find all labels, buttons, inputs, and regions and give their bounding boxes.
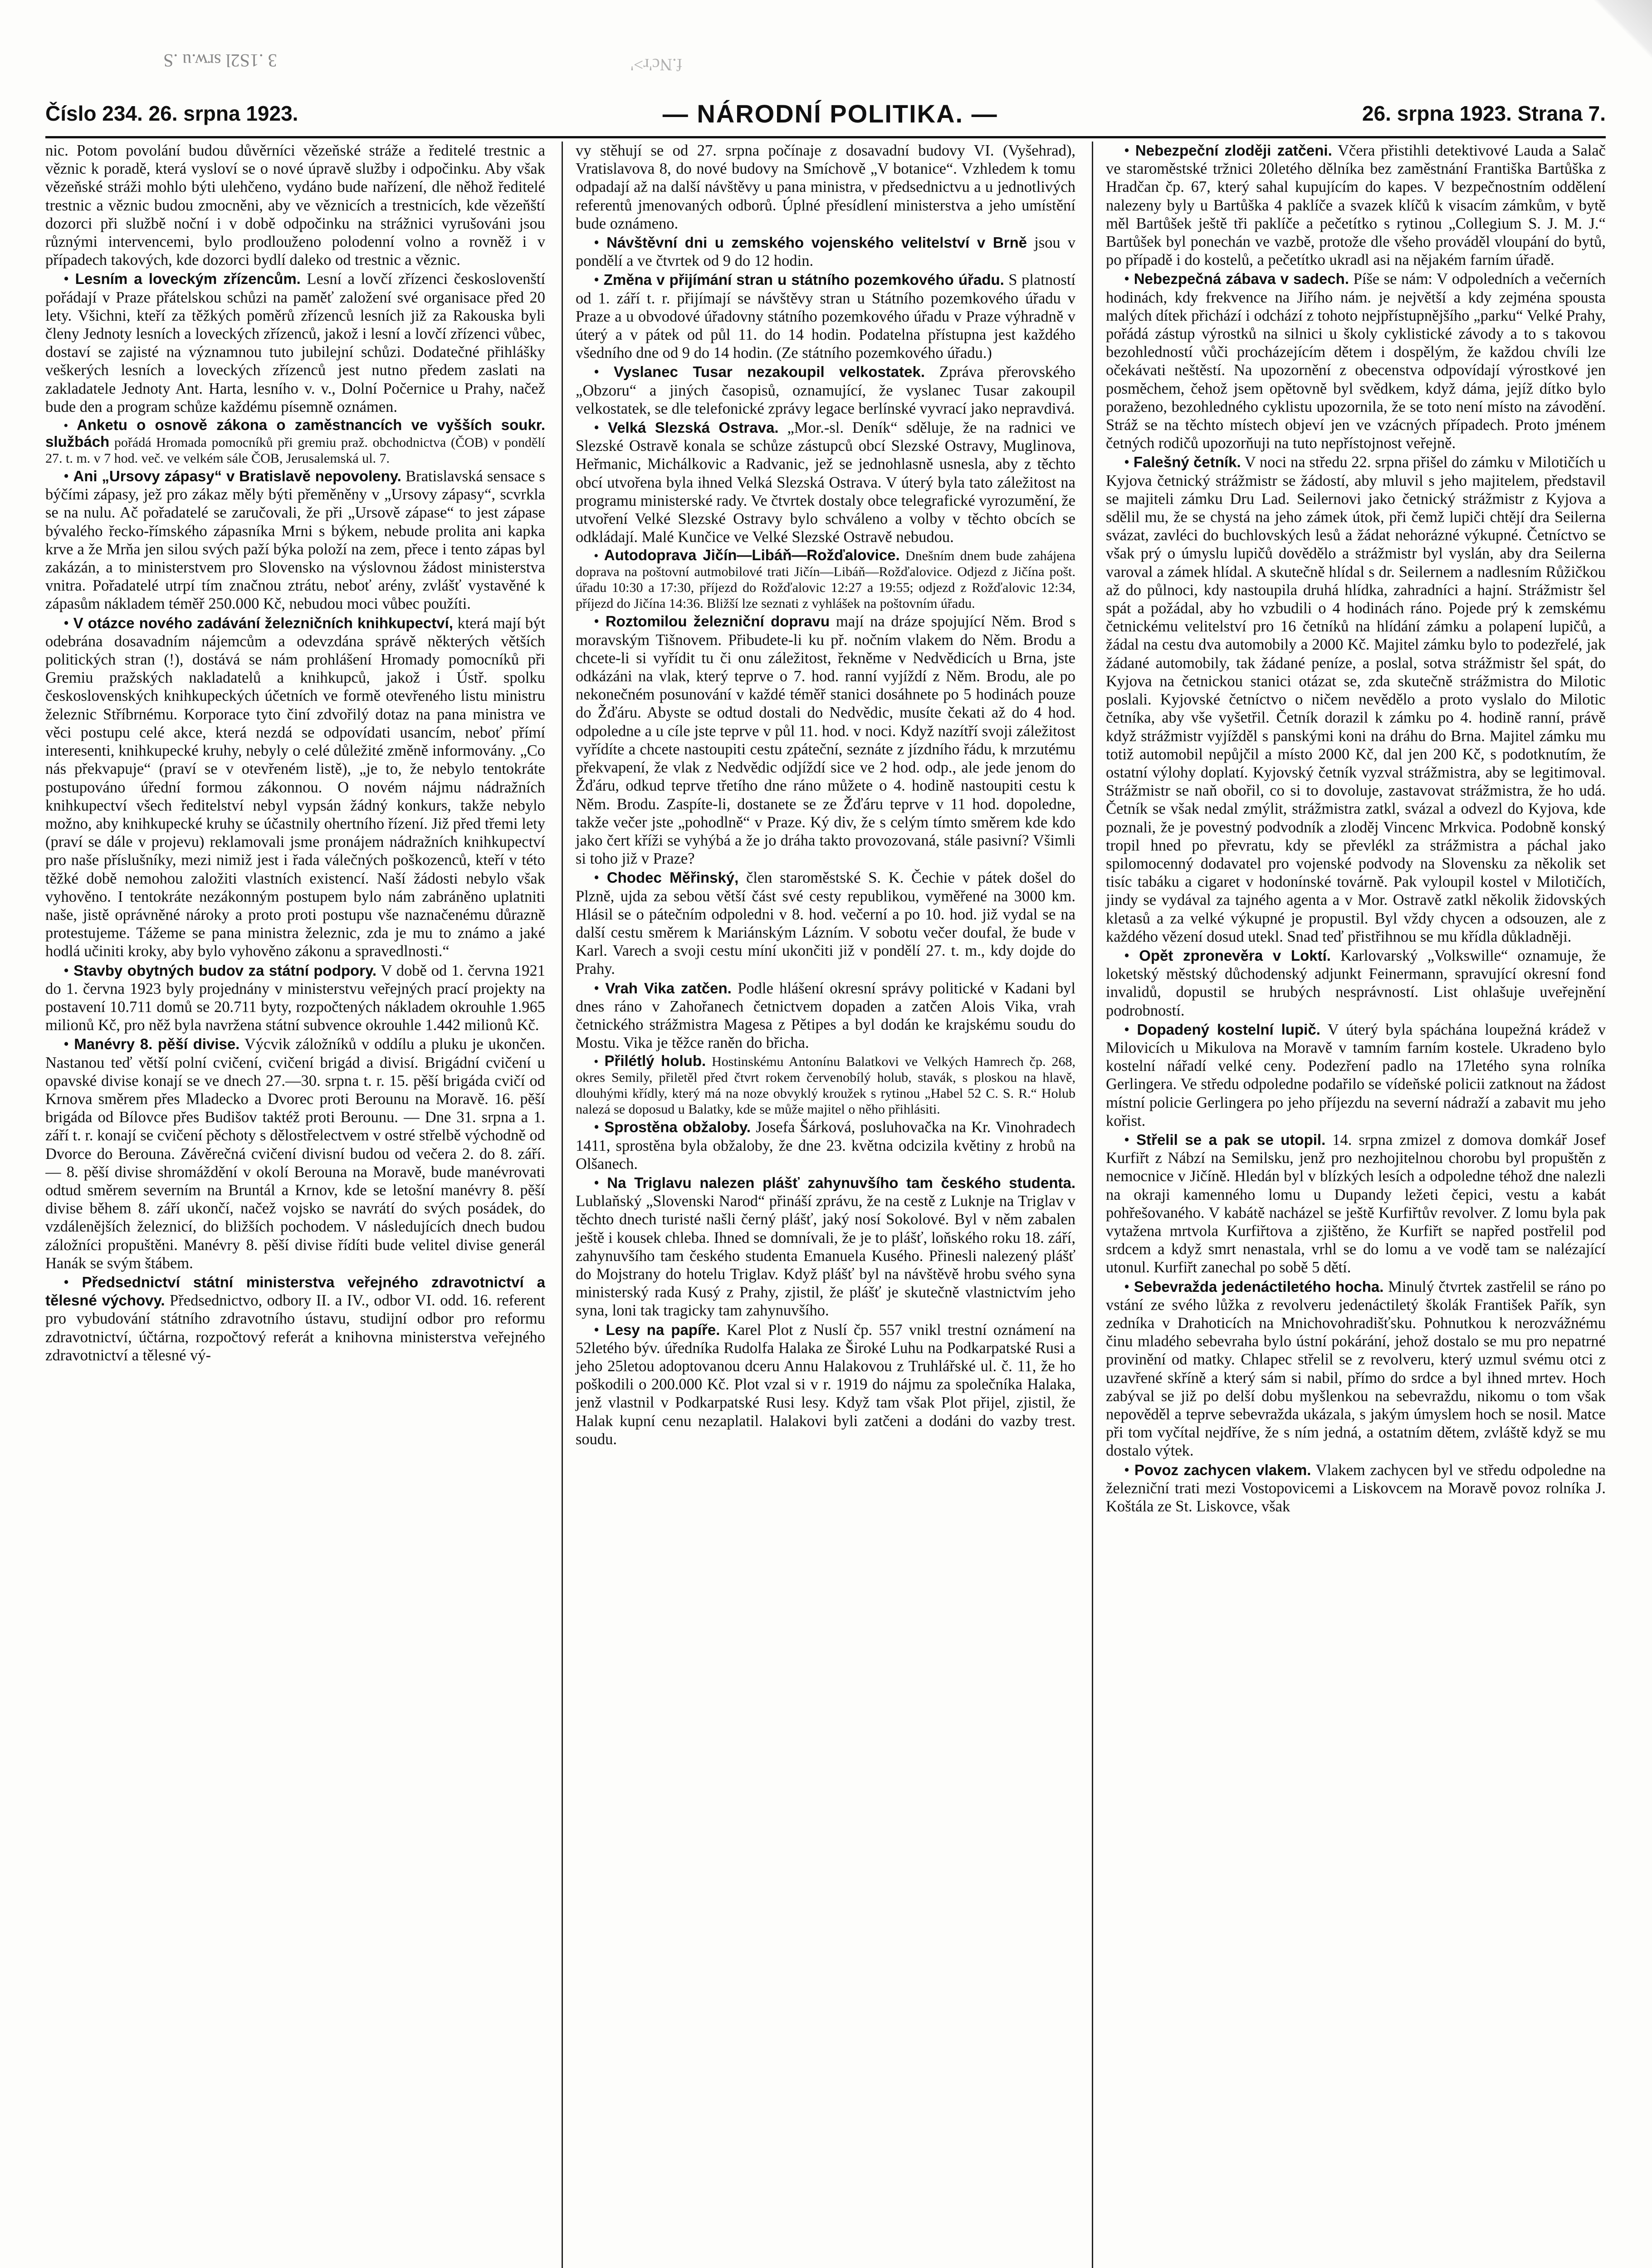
bullet-mark: • [594, 1119, 605, 1136]
article [45, 467, 545, 613]
bullet-mark: • [1124, 947, 1139, 964]
article-headline: Stavby obytných budov za státní podpory. [73, 962, 377, 979]
header-rule [45, 136, 1606, 138]
article-headline: Povoz zachycen vlakem. [1134, 1461, 1311, 1478]
article-body: V době od 1. června 1921 do 1. června 1923 byly projednány v ministerstvu veřejných prací projekty na postavení 10.711 domů se 20.711 byty, rozpočtených nákladem okrouhle 1.965 milionů Kč, pro něž byla navržena státní subvence okrouhle 1.442 milionů Kč. [45, 962, 545, 1034]
column-3 [1092, 142, 1606, 2268]
article [1106, 1021, 1606, 1130]
article-body: mají na dráze spojující Něm. Brod s moravským Tišnovem. Přibudete-li ku př. nočním vlakem do Něm. Brodu a chcete-li si vyřídit tu či onu záležitost, řekněme v Nedvědicích u Brna, jste odkázáni na vlak, který teprve o 7. hod. ranní vyjíždí z Něm. Brodu, ale po nekonečném posunování v každé téměř stanici dosáhnete po 5 hodinách pouze do Žďáru. Abyste se odtud dostali do Nedvědic, musíte čekati až do 4 hod. odpoledne a u cíle jste teprve v půl 11. hod. v noci. Když nazítří svoji záležitost vyřídíte a chcete nastoupiti cestu zpáteční, seznáte z jízdního řádu, k mrzutému překvapení, že vlak z Nedvědic odjíždí sice ve 2 hod. odp., ale jede jenom do Žďáru, odkud teprve třetího dne ráno můžete o 4. hodině nastoupiti cestu k Něm. Brodu. Zaspíte-li, dostanete se ze Žďáru teprve v 11 hod. dopoledne, takže večer jste „pohodlně“ v Praze. Ký div, že s celým tímto směrem kde kdo jako čert kříži se vyhýbá a že jo dráha takto provozovaná, stále pasivní? Všimli si toho již v Praze? [576, 613, 1075, 868]
article-body: Karlovarský „Volkswille“ oznamuje, že loketský městský důchodenský adjunkt Feinermann, spravující okresní fond invalidů, dopustil se hrubých nesprávností. List ohlašuje uveřejnění podrobností. [1106, 947, 1606, 1019]
article-body: Karel Plot z Nuslí čp. 557 vnikl trestní oznámení na 52letého býv. úředníka Rudolfa Halaka ze Široké Luhu na Podkarpatské Rusi a jeho 25letou adoptovanou dceru Annu Halakovou z Truhlářské ul. č. 11, že ho poškodili o 200.000 Kč. Plot vzal si v r. 1919 do nájmu za společníka Halaka, jenž vlastnil v Podkarpatské Rusi lesy. Když tam však Plot přijel, zjistil, že Halak kupní cenu nezaplatil. Halakovi byli zatčeni a dodáni do vazby trest. soudu. [576, 1321, 1075, 1448]
article-headline: Velká Slezská Ostrava. [608, 419, 779, 436]
article [576, 1321, 1075, 1448]
bullet-mark: • [64, 270, 75, 288]
article-body: nic. Potom povolání budou důvěrníci vězeňské stráže a ředitelé trestnic a věznic k poradě, která vysloví se o nové úpravě služby i odpočinku. Aby však vězeňské stráži mohlo býti ulehčeno, vydáno bude nařízení, dle něhož ředitelé trestnic a věznic budou zmocněni, aby ve věznicích a trestnicích, kde vězeňští dozorci při službě noční i v době odpočinku na strážnici vyrušováni jsou různými intervencemi, bylo prodlouženo polodenní volno a rovněž i v případech takových, kde dozorci bydlí daleko od trestnic a věznic. [45, 142, 545, 269]
article [45, 1273, 545, 1364]
article [45, 417, 545, 466]
article-headline: Na Triglavu nalezen plášť zahynuvšího tam českého studenta. [607, 1174, 1075, 1191]
article-headline: Sprostěna obžaloby. [604, 1119, 751, 1136]
article [576, 1118, 1075, 1173]
page-header [45, 93, 1606, 134]
article-body: Zpráva přerovského „Obzoru“ a jiných časopisů, oznamující, že vyslanec Tusar zakoupil velkostatek, se dle telefonické zprávy legace berlínské vyvrací jako nepravdivá. [576, 363, 1075, 417]
article-headline: Změna v přijímání stran u státního pozemkového úřadu. [603, 271, 1004, 288]
article [1106, 1461, 1606, 1516]
article [45, 142, 545, 269]
article-headline: Přilétlý holub. [604, 1052, 706, 1070]
article-headline: Lesním a loveckým zřízencům. [75, 270, 301, 288]
date-page: 26. srpna 1923. Strana 7. [1362, 102, 1606, 125]
article-body: Předsednictvo, odbory II. a IV., odbor VI. odd. 16. referent pro vybudování státního zdravotního ústavu, studijní odbor pro reformu zdravotnictví, účtárna, rozpočtový referát a knihovna ministerstva veřejného zdravotnictví a tělesné vý- [45, 1292, 545, 1364]
bullet-mark: • [64, 418, 77, 434]
article-body: Hostinskému Antonínu Balatkovi ve Velkých Hamrech čp. 268, okres Semily, přiletěl před čtvrt rokem červenobílý holub, stavák, s ploskou na hlavě, dlouhými křídly, který má na noze obvyklý kroužek s rytinou „Habel 52 C. S. R.“ Holub nalezá se doposud u Balatky, kde se může majitel o něho přihlásiti. [576, 1054, 1075, 1117]
article [576, 1174, 1075, 1320]
article [45, 1035, 545, 1272]
article-headline: V otázce nového zadávání železničních knihkupectví, [73, 614, 453, 631]
article-body: V noci na středu 22. srpna přišel do zámku v Milotičích u Kyjova četnický strážmistr se žádostí, aby mluvil s jeho majitelem, představil se majiteli zámku Dru Lad. Seilernovi jako četnický strážmistr z Kyjova a sdělil mu, že se chystá na jeho zámek útok, při čemž lupiči chtějí dra Seilerna svázat, zavléci do buchlovských lesů a žádat nehorázné výkupné. Četníctvo se však prý o úmyslu lupičů dovědělo a strážmistr byl vyslán, aby dra Seilerna varoval a zámek hlídal. A skutečně hlídal s dr. Seilernem a nadlesním Růžičkou až do půlnoci, kdy nastoupila druhá hlídka, zahradníci a hajní. Strážmistr šel spát a požádal, aby ho vzbudili o 4 hodinách ráno. Pojede prý k zemskému četnickému velitelství pro 16 četníků na hlídání zámku a polapení lupičů, a žádal na cestu dva automobily a 2000 Kč. Majitel zámku bylo to podezřelé, jak žádané automobily, tak žádané peníze, a poslal, sotva strážmistr šel spát, do Kyjova na četnickou stanici otázat se, zda skutečně strážmistra do Milotic poslali. Kyjovské četníctvo o ničem nevědělo a proto vyslalo do Milotic četníka, aby vše vyšetřil. Četník dorazil k zámku po 4. hodině ranní, právě když strážmistr vyjížděl s panskými koni na dráhu do Brna. Majitel zámku mu totiž automobil nepůjčil a místo 2000 Kč, dal jen 200 Kč, s podotknutím, že ostatní výlohy doplatí. Kyjovský četník vyzval strážmistra, aby se legitimoval. Strážmistr se naň obořil, co si to dovoluje, zastavovat strážmistra, že ho udá. Četník se však nedal zmýlit, strážmistra zatkl, svázal a odvezl do Kyjova, kde poznali, že je povestný podvodník a zloděj Vincenc Mrkvica. Podobně konský tropil hned po převratu, kdy se převlékl za strážmistra a páchal jako spilomocenný dodavatel pro vojenské podvody na Slovensku za několik set tisíc tabáku a cigaret v hodonínské továrně. Pak vyloupil kostel v Milotičích, jindy se vydával za tajného agenta a v Mor. Ostravě zatkl několik židovských kletasů a za velké výkupné je propustil. Byl vždy chycen a odsouzen, ale z každého vězení dosud utekl. Snad teď přistřihnou se mu křídla důkladněji. [1106, 454, 1606, 945]
article [576, 612, 1075, 868]
article-headline: Střelil se a pak se utopil. [1136, 1131, 1326, 1148]
article-body: Dnešním dnem bude zahájena doprava na poštovní autmobilové trati Jičín—Libáň—Rožďalovice. Odjezd z Jičína pošt. úřadu 10:30 a 17:30, příjezd do Rožďalovic 12:27 a 19:55; odjezd z Rožďalovic 12:34, příjezd do Jičína 14:36. Bližší lze seznati z vyhlášek na poštovním úřadu. [576, 548, 1075, 611]
article-body: jsou v pondělí a ve čtvrtek od 9 do 12 hodin. [576, 234, 1075, 270]
bullet-mark: • [594, 979, 606, 997]
article-headline: Roztomilou železniční dopravu [605, 613, 830, 630]
article-body: Lublaňský „Slovenski Narod“ přináší zprávu, že na cestě z Luknje na Triglav v těchto dnech turisté našli černý plášť, jaký nosí Sokolové. Byl v něm zabalen ještě i kousek chleba. Ihned se domnívali, že je to plášť, loňského roku 18. září, zahynuvšího tam českého studenta Emanuela Kusého. Přinesli nalezený plášť do Mojstrany do hotelu Triglav. Když plášť byl na návštěvě hrobu svého syna ministerský rada Kusý z Prahy, zjistil, že plášť je skutečně vlastnictvím jeho syna, loni tak tragicky tam zahynuvšího. [576, 1193, 1075, 1320]
article-body: Podle hlášení okresní správy politické v Kadani byl dnes ráno v Zahořanech četnictvem dopaden a zatčen Alois Vika, vrah četnického strážmistra Magesa z Pětipes a byl dodán ke krajskému soudu do Mostu. Vika je těžce raněn do břicha. [576, 979, 1075, 1052]
article [576, 547, 1075, 611]
article-body: Vlakem zachycen byl ve středu odpoledne na železniční trati mezi Vostopovicemi a Liskovcem na Moravě povoz rolníka J. Koštála ze St. Liskovce, však [1106, 1461, 1606, 1515]
handwritten-stamp: 3 .1S2l srw.u .S [163, 50, 277, 71]
article-headline: Autodoprava Jičín—Libáň—Rožďalovice. [604, 547, 900, 564]
article-headline: Ani „Ursovy zápasy“ v Bratislavě nepovoleny. [73, 468, 401, 485]
article-columns [45, 142, 1606, 2268]
article-headline: Sebevražda jedenáctiletého hocha. [1134, 1278, 1384, 1295]
bullet-mark: • [1124, 1131, 1137, 1149]
folded-corner [1593, 0, 1652, 59]
article [576, 419, 1075, 546]
bullet-mark: • [594, 1321, 606, 1339]
bullet-mark: • [594, 548, 604, 564]
bullet-mark: • [64, 1273, 82, 1291]
article-body: Píše se nám: V odpoledních a večerních hodinách, kdy frekvence na Jiřího nám. je největší a kdy zejména spousta malých dítek přichází i odchází z tohoto nejpřístupnějšího „parku“ Velké Prahy, pořádá zástup výrostků na silnici u školy cyklistické závody a to s takovou bezohledností vůči procházejícím dětem i dospělým, že každou chvíli lze očekávati neštěstí. Na upozornění z obecenstva odpovídají výrostkové jen posměchem, čehož jsem opětovně byl svědkem, když dáma, jejíž dítko bylo poraženo, bezohledného cyklistu upozornila, že se toto není místo na závodění. Stráž se na těchto místech objeví jen ve vzácných případech. Proto jménem četných rodičů upozorňuji na tuto nepřístojnost veřejně. [1106, 270, 1606, 452]
bullet-mark: • [1124, 1021, 1137, 1038]
column-2 [562, 142, 1075, 2268]
bullet-mark: • [594, 271, 604, 289]
handwritten-mark: f.Nc'r>' [630, 55, 683, 74]
article [45, 614, 545, 961]
article-body: Lesní a lovčí zřízenci českoslovenští pořádají v Praze přátelskou schůzi na paměť založení své organisace před 20 lety. Všichni, kteří za těžkých poměrů zřízenců lesních již za Rakouska byli členy Jednoty lesních a loveckých zřízenců, jakož i lesní a lovčí zřízenci vůbec, dostaví se zajisté na významnou tuto jubilejní schůzi. Dodatečné přihlášky veškerých lesních a loveckých zřízenců jest nutno předem zaslati na zakladatele Jednoty Ant. Harta, lesního v. v., Dolní Počernice u Prahy, načež bude den a program schůze každému písemně oznámen. [45, 270, 545, 415]
article-headline: Nebezpečná zábava v sadech. [1134, 270, 1349, 288]
bullet-mark: • [594, 1054, 605, 1070]
article-headline: Lesy na papíře. [606, 1321, 720, 1338]
bullet-mark: • [594, 419, 608, 437]
bullet-mark: • [594, 1174, 607, 1192]
article-body: S platností od 1. září t. r. přijímají se návštěvy stran u Státního pozemkového úřadu v Praze a u obvodové úřadovny státního pozemkového úřadu v Praze výhradně v úterý a v pátek od půl 11. do 14 hodin. Podatelna přístupna jest každého všedního dne od 9 do 14 hodin. (Ze státního pozemkového úřadu.) [576, 271, 1075, 362]
article [45, 962, 545, 1035]
article [576, 869, 1075, 978]
article [576, 234, 1075, 270]
article-headline: Opět zpronevěra v Loktí. [1139, 947, 1331, 964]
article-body: která mají být odebrána dosavadním nájemcům a odevzdána správě některých větších politických stran (!), dostává se nám prohlášení Hromady pomocníků při Gremiu pražských nakladatelů a knihkupců, jakož i Ústř. spolku československých knihkupeckých účetních ve formě otevřeného listu ministru železnic Stříbrnému. Korporace tyto činí zdvořilý dotaz na pana ministra ve věci postupu celé akce, která nezdá se odpovídati usancím, neboť přímí interesenti, knihkupecké kruhy, nebyly o celé důležité změně informovány. „Co nás překvapuje“ (praví se v otevřeném listě), „je to, že nebylo tentokráte postupováno úřední formou zákonnou. O novém nájmu nádražních knihkupectví všech ředitelství nebyl vypsán žádný konkurs, takže nebylo možno, aby knihkupecké kruhy se účastnily ohertního řízení. Již před třemi lety (praví se dále v projevu) reklamovali jsme pronájem nádražních knihkupectví pro naše příslušníky, mezi nimiž jest i řada válečných poškozenců, kteří v této těžké době nemohou založiti vlastních existencí. Naší žádosti nebylo však vyhověno. I tentokráte nezákonným postupem bylo nám zabráněno uplatniti naše, jistě oprávněné nároky a proto proti postupu vše naznačenému důrazně protestujeme. Tážeme se pana ministra železnic, zda je mu to známo a jaké hodlá učiniti kroky, aby bylo vyhověno zákonu a spravedlnosti.“ [45, 614, 545, 960]
masthead: — NÁRODNÍ POLITIKA. — [662, 99, 998, 128]
article [576, 271, 1075, 362]
article-headline: Anketu o osnově zákona o zaměstnancích ve vyšších soukr. službách [45, 416, 545, 450]
article-body: Bratislavská sensace s býčími zápasy, jež pro zákaz měly býti přeměněny v „Ursovy zápasy“, scvrkla se na nulu. Ač pořadatelé se zaručovali, že při „Ursově zápase“ to jest zápase bývalého řecko-římského zápasníka Mrni s býkem, nebude prolita ani kapka krve a že Mrňa jen silou svých paží býka položí na zem, přece i tento zápas byl zakázán, a to ministerstvem pro Slovensko na výslovnou žádost ministerstva vnitra. Pořadatelé utrpí tím značnou ztrátu, neboť arény, zvlášť vystavěné k zápasům nákladem téměř 250.000 Kč, nebudou moci vůbec použíti. [45, 468, 545, 613]
bullet-mark: • [1124, 1278, 1134, 1295]
article [1106, 142, 1606, 269]
bullet-mark: • [1124, 142, 1135, 159]
article-headline: Vrah Vika zatčen. [605, 979, 732, 997]
article-headline: Předsednictví státní ministerstva veřejného zdravotnictví a tělesné výchovy. [45, 1273, 545, 1309]
article [1106, 1131, 1606, 1277]
bullet-mark: • [64, 614, 73, 632]
bullet-mark: • [64, 962, 74, 979]
article [1106, 1278, 1606, 1460]
article-headline: Manévry 8. pěší divise. [74, 1036, 240, 1053]
article-headline: Vyslanec Tusar nezakoupil velkostatek. [613, 363, 925, 381]
article-headline: Nebezpeční zloději zatčeni. [1135, 142, 1332, 159]
bullet-mark: • [594, 869, 607, 887]
bullet-mark: • [1124, 270, 1134, 288]
article-headline: Návštěvní dni u zemského vojenského velitelství v Brně [606, 234, 1027, 251]
article-body: 14. srpna zmizel z domova domkář Josef Kurfiřt z Nábzí na Semilsku, jenž pro nezhojitelnou chorobu byl propuštěn z nemocnice v Jičíně. Hledán byl v blízkých lesích a odpoledne téhož dne nalezli na okraji kamenného lomu u Dupandy ležeti čepici, vestu a kabát pohřešovaného. V kabátě nacházel se ještě Kurfiřtův revolver. Z lomu byla pak vytažena mrtvola Kurfiřtova a zjištěno, že Kurfiřt se napřed postřelil pod srdcem a když smrt nenastala, vrhl se do lomu a ve vodě tam se nalézající utonul. Kurfiřt zanechal po sobě 5 dětí. [1106, 1131, 1606, 1276]
article [1106, 453, 1606, 945]
article [1106, 270, 1606, 452]
article-body: pořádá Hromada pomocníků při gremiu praž. obchodnictva (ČOB) v pondělí 27. t. m. v 7 hod. več. ve velkém sále ČOB, Jerusalemská ul. 7. [45, 435, 545, 466]
bullet-mark: • [1124, 454, 1134, 471]
article [576, 979, 1075, 1052]
bullet-mark: • [1124, 1461, 1134, 1479]
article-headline: Dopadený kostelní lupič. [1137, 1021, 1320, 1038]
bullet-mark: • [594, 234, 607, 252]
bullet-mark: • [64, 1036, 74, 1053]
issue-number: Číslo 234. 26. srpna 1923. [45, 102, 298, 125]
article-body: vy stěhují se od 27. srpna počínaje z dosavadní budovy VI. (Vyšehrad), Vratislavova 8, do nové budovy na Smíchově „V botanice“. Vzhledem k tomu odpadají až na další návštěvy u pana ministra, v předsednictvu a u jednotlivých referentů jmenovaných odborů. Úplné přesídlení ministerstva a jeho umístění bude oznámeno. [576, 142, 1075, 232]
article-headline: Chodec Měřinský, [606, 869, 739, 886]
article-body: Minulý čtvrtek zastřelil se ráno po vstání ze svého lůžka z revolveru jedenáctiletý školák František Pařík, syn zedníka v Drahoticích na Mnichovohradišťsku. Pohnutkou k nerozvážnému činu mladého sebevraha bylo ústní pokárání, jehož dostalo se mu pro nepatrné provinění od matky. Chlapec střelil se z revolveru, který uzmul svému otci z uzavřené skříně a který sám si nabil, přímo do srdce a byl ihned mrtev. Hoch zabýval se již po delší dobu myšlenkou na sebevraždu, nikomu o tom však nepověděl a teprve sebevražda ukázala, s jakým úmyslem hoch se nosil. Matce při tom vyčítal nejdříve, že s ním jedná, a ostatním dětem, zvláště když se mu dostalo výtek. [1106, 1278, 1606, 1460]
article-body: Včera přistihli detektivové Lauda a Salač ve staroměstské tržnici 20letého dělníka bez zaměstnání Františka Bartůška z Hradčan čp. 67, který sahal kupujícím do kapes. V bezpečnostním oddělení nalezeny byly u Bartůška 4 paklíče a svazek klíčů k visacím zámkům, v bytě měl Bartůšek ještě tři paklíče a pečetítko s rytinou „Collegium S. J. M. J.“ Bartůšek byl ponechán ve vazbě, protože dle všeho prováděl vloupání do bytů, po případě i do kostelů, a pečetítko ukradl asi na nějakém farním úřadě. [1106, 142, 1606, 269]
column-1 [45, 142, 545, 2268]
article-body: člen staroměstské S. K. Čechie v pátek došel do Plzně, ujda za sebou větší část své cesty republikou, vyměřené na 3000 km. Hlásil se o pátečním odpoledni v 8. hod. večerní a po 10. hod. již vydal se na další cestu směrem k Mariánským Lázním. V sobotu večer doufal, že bude v Karl. Varech a svoji cestu míní ukončiti již v pondělí 27. t. m., kdy dojde do Prahy. [576, 869, 1075, 978]
article [576, 1053, 1075, 1117]
bullet-mark: • [594, 613, 606, 631]
article [1106, 947, 1606, 1020]
bullet-mark: • [594, 363, 614, 381]
article [576, 363, 1075, 418]
article [576, 142, 1075, 233]
article-body: Josefa Šárková, posluhovačka na Kr. Vinohradech 1411, sprostěna byla obžaloby, že dne 23. května odcizila květiny z hrobů na Olšanech. [576, 1119, 1075, 1173]
article-body: V úterý byla spáchána loupežná krádež v Milovicích u Mikulova na Moravě v tamním farním kostele. Ukradeno bylo kostelní nářadí velké ceny. Podezření padlo na 17letého syna rolníka Gerlingera. Ve středu odpoledne podařilo se vídeňské policii zatknout na žádost místní policie Gerlingera po jeho příjezdu na severní nádraží a zabavit mu jeho kořist. [1106, 1021, 1606, 1129]
article [45, 270, 545, 416]
article-headline: Falešný četník. [1133, 454, 1241, 471]
article-body: „Mor.-sl. Deník“ sděluje, že na radnici ve Slezské Ostravě konala se schůze zástupců obcí Slezské Ostravy, Muglinova, Heřmanic, Michálkovic a Radvanic, jež se jednohlasně usnesla, aby z těchto obcí utvořena byla ihned Velká Slezská Ostrava. V úterý byla tato záležitost na programu ministerské rady. Ve čtvrtek dostaly obce telegrafické vyrozumění, že utvoření Velké Slezské Ostravy bylo schváleno a volby v těchto obcích se odkládají. Malé Kunčice ve Velké Slezské Ostravě nebudou. [576, 419, 1075, 546]
article-body: Výcvik záložníků v oddílu a pluku je ukončen. Nastanou teď větší polní cvičení, cvičení brigád a divisí. Brigádní cvičení u opavské divise konají se ve dnech 27.—30. srpna t. r. 15. pěší brigáda cvičí od Krnova směrem přes Mladecko a Dvorec proti Berounu na Moravě. 16. pěší brigáda od Bílovce přes Budišov taktéž proti Berounu. — Dne 31. srpna a 1. září t. r. konají se cvičení pěchoty s dělostřelectvem v ostré střelbě východně od Dvorce do Berouna. Závěrečná cvičení divisní budou od večera 2. do 8. září. — 8. pěší divise shromáždění v okolí Berouna na Moravě, bude manévrovati odtud směrem severním na Bruntál a Krnov, kde se letošní manévry 8. pěší divise během 8. září ukončí, načež vojsko se navrátí do svých posádek, do vzdálenějších železnicí, do bližších pochodem. V následujících dnech budou záložníci propuštěni. Manévry 8. pěší divise řídíti bude velitel divise generál Hanák se svým štábem. [45, 1036, 545, 1272]
bullet-mark: • [64, 468, 73, 485]
